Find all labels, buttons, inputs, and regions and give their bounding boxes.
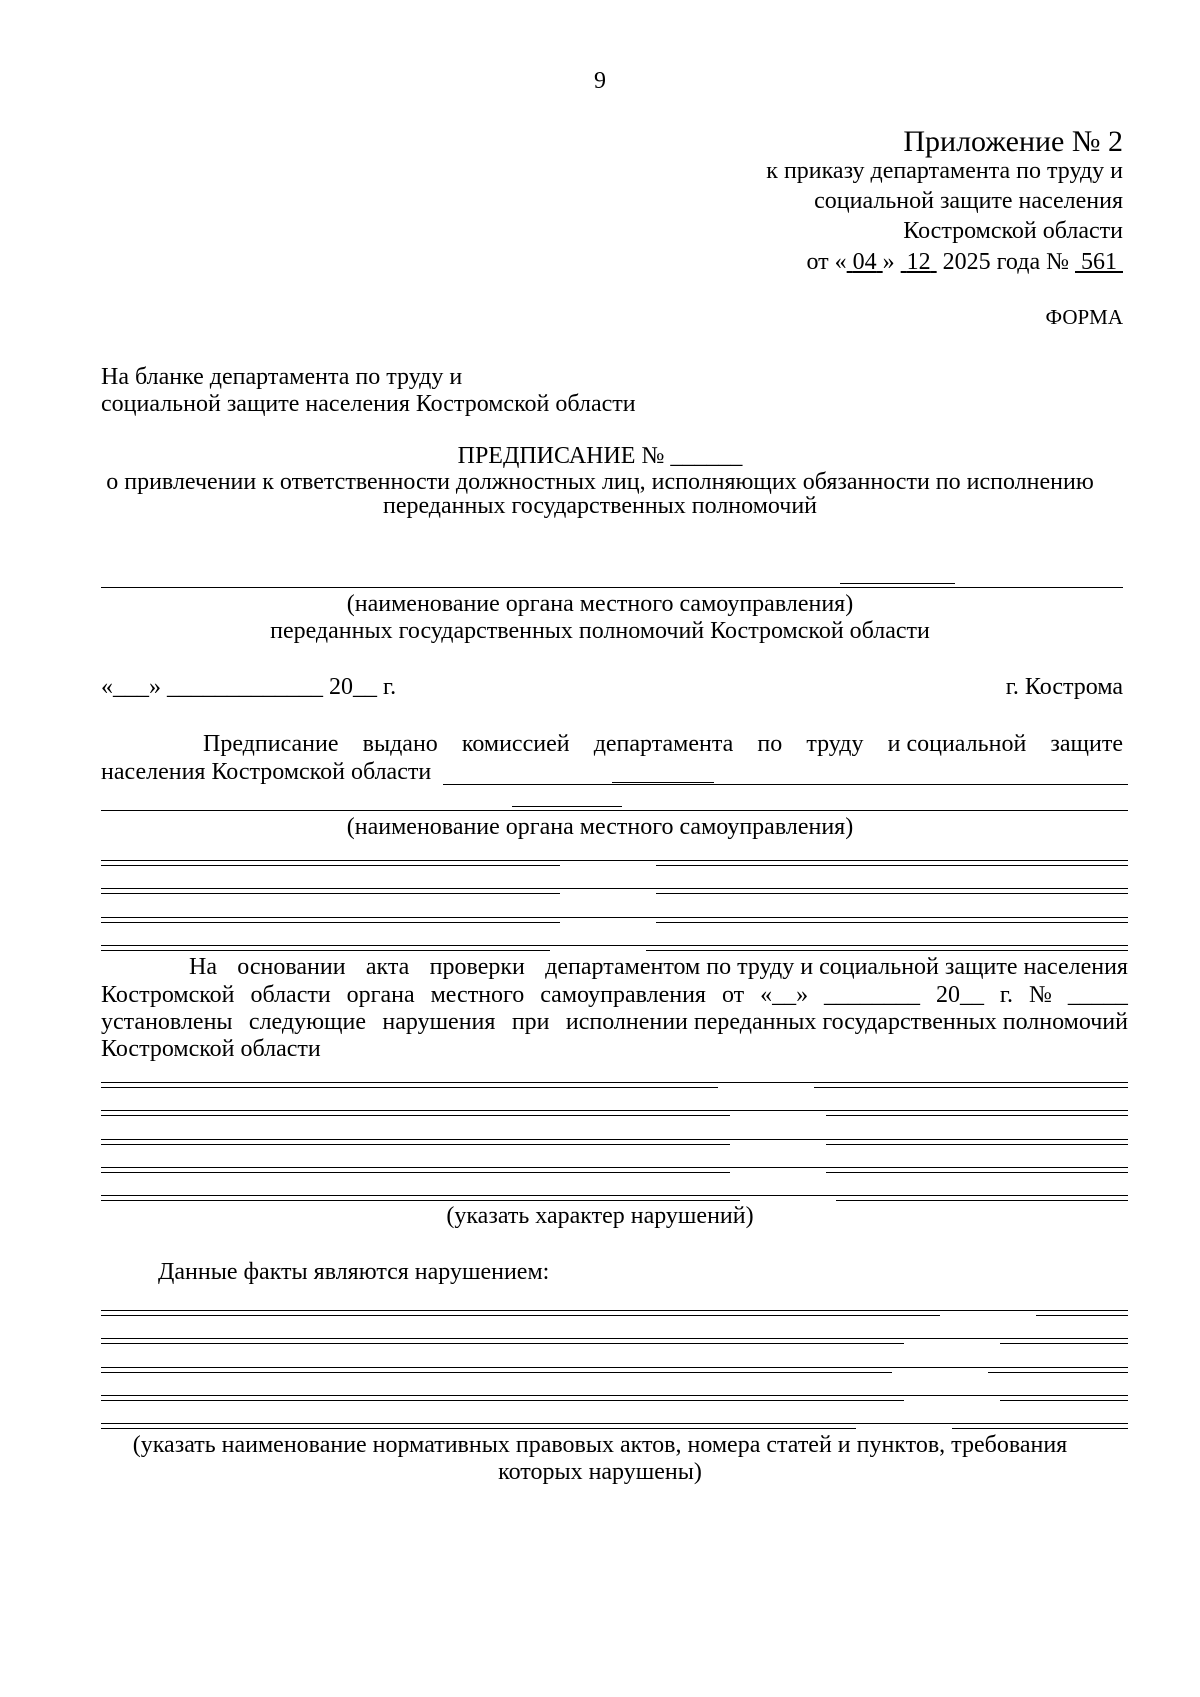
ruled-line <box>101 1172 1128 1173</box>
caption-acts-2: которых нарушены) <box>498 1459 702 1485</box>
caption-org: (наименование органа местного самоуправления) <box>346 591 854 617</box>
org-name-line-extra <box>840 583 955 584</box>
date-month: 12 <box>906 249 931 275</box>
letterhead-line2: социальной защите населения Костромской области <box>101 391 636 417</box>
caption-acts-1: (указать наименование нормативных правовых актов, номера статей и пунктов, требования <box>132 1432 1068 1458</box>
ruled-line <box>101 1428 1128 1429</box>
letterhead-line1: На бланке департамента по труду и <box>101 364 463 390</box>
ruled-line <box>101 1082 1128 1083</box>
page-number: 9 <box>594 68 606 94</box>
appendix-line3: Костромской области <box>903 218 1123 244</box>
issued-fill-line-2-extra <box>512 806 622 807</box>
date-prefix: от « <box>806 249 847 275</box>
caption-org-2: (наименование органа местного самоуправления) <box>346 814 854 840</box>
appendix-date-line <box>807 249 1124 276</box>
basis-line4: Костромской области <box>101 1036 321 1062</box>
caption-powers: переданных государственных полномочий Костромской области <box>270 618 930 644</box>
ruled-line <box>101 1139 1128 1140</box>
ruled-line <box>101 1423 1128 1424</box>
date-year: 2025 года № <box>942 249 1069 275</box>
issued-fill-line-bold <box>612 782 714 783</box>
issued-fill-line <box>443 784 1128 785</box>
city: г. Кострома <box>1005 674 1123 700</box>
facts-label: Данные факты являются нарушением: <box>158 1259 550 1285</box>
appendix-line1: к приказу департамента по труду и <box>766 158 1123 184</box>
date-day: 04 <box>852 249 877 275</box>
document-subtitle-1: о привлечении к ответственности должностных лиц, исполняющих обязанности по исполнению <box>106 469 1094 495</box>
order-number: 561 <box>1081 249 1117 275</box>
issued-line2: населения Костромской области <box>101 759 432 785</box>
basis-line3: установлены следующие нарушения при исполнении переданных государственных полномочий <box>101 1009 1128 1035</box>
ruled-line <box>101 1144 1128 1145</box>
date-blank: «___» _____________ 20__ г. <box>101 674 397 700</box>
appendix-line2: социальной защите населения <box>814 188 1123 214</box>
ruled-line <box>101 1195 1128 1196</box>
date-mid: » <box>882 249 895 275</box>
caption-violations: (указать характер нарушений) <box>446 1203 754 1229</box>
document-title: ПРЕДПИСАНИЕ № ______ <box>457 443 743 469</box>
ruled-line <box>101 1167 1128 1168</box>
ruled-line <box>101 1200 1128 1201</box>
issued-line1: Предписание выдано комиссией департамента по труду и социальной защите <box>203 731 1123 757</box>
ruled-line <box>101 1087 1128 1088</box>
issued-fill-line-2 <box>101 810 1128 811</box>
appendix-title: Приложение № 2 <box>903 125 1123 158</box>
basis-line1: На основании акта проверки департаментом по труду и социальной защите населения <box>189 954 1128 980</box>
org-name-line <box>101 587 1123 588</box>
basis-line2: Костромской области органа местного самоуправления от «__» ________ 20__ г. № _____ <box>101 982 1128 1008</box>
ruled-line <box>101 1115 1128 1116</box>
ruled-line <box>101 1110 1128 1111</box>
document-subtitle-2: переданных государственных полномочий <box>382 493 818 519</box>
form-label: ФОРМА <box>1045 305 1123 329</box>
